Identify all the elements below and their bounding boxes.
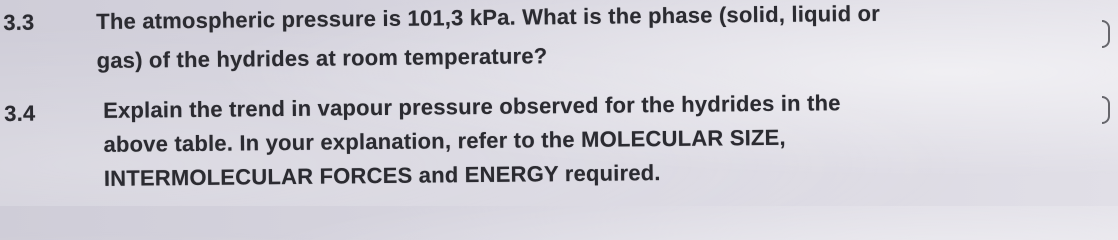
question-3-4-line-1: Explain the trend in vapour pressure observed for the hydrides in the — [103, 90, 841, 123]
question-3-4-line-2: above table. In your explanation, refer to the MOLECULAR SIZE, — [103, 124, 786, 157]
question-3-4-line-3: INTERMOLECULAR FORCES and ENERGY required. — [103, 160, 661, 191]
question-number-3-4: 3.4 — [4, 100, 36, 126]
question-3-3-line-1: The atmospheric pressure is 101,3 kPa. What is the phase (solid, liquid or — [96, 0, 881, 34]
question-number-3-3: 3.3 — [3, 9, 35, 35]
question-3-3-line-2: gas) of the hydrides at room temperature? — [96, 43, 548, 73]
margin-bracket-mark — [1102, 96, 1110, 124]
margin-bracket-mark — [1102, 20, 1110, 48]
